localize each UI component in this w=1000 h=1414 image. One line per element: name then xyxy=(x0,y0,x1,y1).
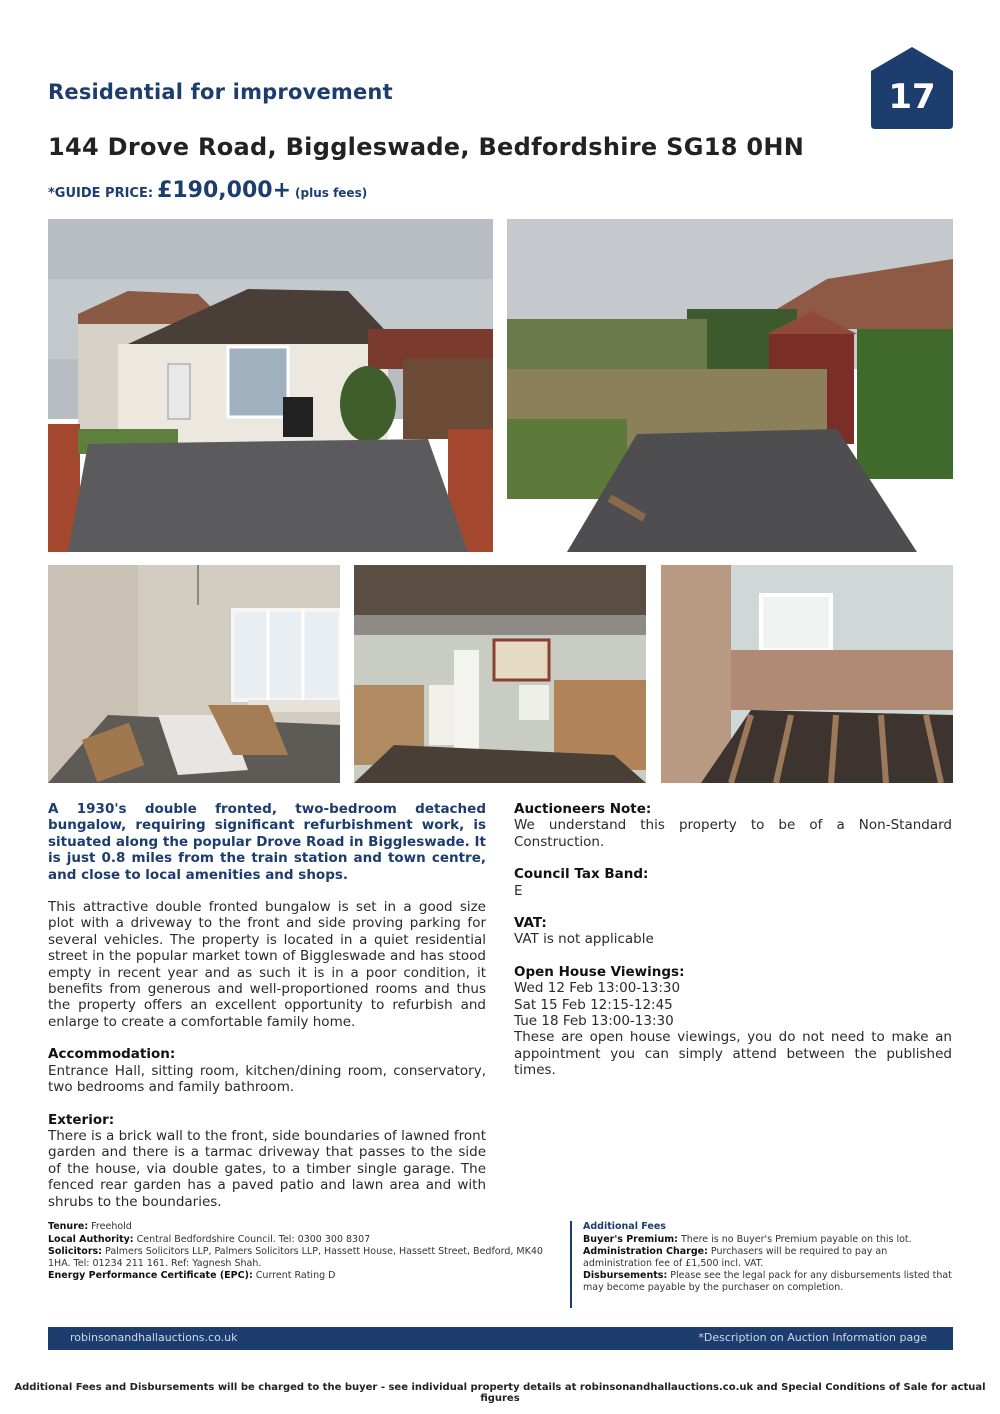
authority-row xyxy=(48,1234,558,1246)
solicitors-row xyxy=(48,1246,558,1269)
lot-number: 17 xyxy=(888,77,936,117)
auctioneers-note-text: We understand this property to be of a Non-Standard Construction. xyxy=(514,817,952,850)
tenure-row xyxy=(48,1221,558,1233)
solicitors-value: Palmers Solicitors LLP, Palmers Solicitors LLP, Hassett House, Hassett Street, Bedford, MK40 1HA. Tel: 01234 211 161. Ref: Yagnesh Shah. xyxy=(48,1246,543,1269)
guide-price-value: £190,000+ xyxy=(157,178,292,203)
accommodation-text: Entrance Hall, sitting room, kitchen/dining room, conservatory, two bedrooms and family bathroom. xyxy=(48,1062,486,1096)
auctioneers-note-section xyxy=(514,801,952,850)
admin-row xyxy=(583,1246,953,1269)
admin-value: Purchasers will be required to pay an administration fee of £1,500 incl. VAT. xyxy=(583,1246,888,1269)
exterior-text: There is a brick wall to the front, side boundaries of lawned front garden and there is a tarmac driveway that passes to the side of the house, via double gates, to a timber single garage. The fenced rear garden has a paved patio and lawn area and with shrubs to the boundaries. xyxy=(48,1127,486,1210)
viewings-section xyxy=(514,964,952,1079)
guide-price-label: *GUIDE PRICE: xyxy=(48,186,154,201)
viewings-heading: Open House Viewings: xyxy=(514,963,685,980)
additional-fees xyxy=(583,1221,953,1294)
solicitors-label: Solicitors: xyxy=(48,1246,102,1257)
lot-number-badge xyxy=(871,47,953,129)
tenure-label: Tenure: xyxy=(48,1221,89,1232)
vat-text: VAT is not applicable xyxy=(514,931,654,948)
authority-value: Central Bedfordshire Council. Tel: 0300 300 8307 xyxy=(136,1233,371,1245)
tenure-value: Freehold xyxy=(91,1221,132,1232)
footer-bar xyxy=(48,1327,953,1350)
disbursements-row xyxy=(583,1270,953,1293)
disbursements-value: Please see the legal pack for any disbursements listed that may become payable by the purchaser on completion. xyxy=(583,1270,952,1293)
property-category: Residential for improvement xyxy=(48,80,393,104)
fees-disclaimer: Additional Fees and Disbursements will be charged to the buyer - see individual property details at robinsonandhallauctions.co.uk and Special Conditions of Sale for actual figures xyxy=(14,1382,986,1404)
epc-row xyxy=(48,1270,558,1282)
description-column xyxy=(48,801,486,1226)
accommodation-heading: Accommodation: xyxy=(48,1046,176,1063)
footer-note: *Description on Auction Information page xyxy=(698,1331,927,1344)
exterior-heading: Exterior: xyxy=(48,1111,115,1128)
legal-details xyxy=(48,1221,558,1283)
council-tax-section xyxy=(514,866,952,899)
legal-divider xyxy=(570,1221,572,1308)
exterior-section xyxy=(48,1112,486,1210)
epc-label: Energy Performance Certificate (EPC): xyxy=(48,1270,253,1281)
premium-value: There is no Buyer's Premium payable on this lot. xyxy=(680,1233,912,1245)
auctioneers-note-heading: Auctioneers Note: xyxy=(514,801,652,817)
admin-label: Administration Charge: xyxy=(583,1246,708,1257)
accommodation-section xyxy=(48,1046,486,1095)
details-column xyxy=(514,801,952,1095)
photo-garden-garage xyxy=(507,219,953,552)
disbursements-label: Disbursements: xyxy=(583,1270,668,1281)
fees-title: Additional Fees xyxy=(583,1221,666,1232)
council-tax-band: E xyxy=(514,882,523,899)
photo-sitting-room xyxy=(48,565,340,783)
viewing-slot: Sat 15 Feb 12:15-12:45 xyxy=(514,996,673,1013)
council-tax-heading: Council Tax Band: xyxy=(514,866,649,883)
premium-label: Buyer's Premium: xyxy=(583,1233,678,1245)
photo-kitchen xyxy=(354,565,646,783)
viewing-slot: Tue 18 Feb 13:00-13:30 xyxy=(514,1013,674,1030)
website-link[interactable]: robinsonandhallauctions.co.uk xyxy=(70,1331,238,1344)
vat-heading: VAT: xyxy=(514,915,547,932)
property-address: 144 Drove Road, Biggleswade, Bedfordshire SG18 0HN xyxy=(48,133,805,161)
intro-summary: A 1930's double fronted, two-bedroom detached bungalow, requiring significant refurbishment work, is situated along the popular Drove Road in Biggleswade. It is just 0.8 miles from the train station and town centre, and close to local amenities and shops. xyxy=(48,801,486,883)
authority-label: Local Authority: xyxy=(48,1233,134,1245)
description-body: This attractive double fronted bungalow is set in a good size plot with a driveway to the front and side proving parking for several vehicles. The property is located in a quiet residential street in the popular market town of Biggleswade and has stood empty in recent year and as such it is in a poor condition, it benefits from generous and well-proportioned rooms and thus the property offers an excellent opportunity to refurbish and enlarge to create a comfortable family home. xyxy=(48,899,486,1030)
guide-price xyxy=(48,178,367,203)
vat-section xyxy=(514,915,952,948)
photo-bedroom xyxy=(661,565,953,783)
epc-value: Current Rating D xyxy=(255,1270,336,1281)
viewings-note: These are open house viewings, you do not need to make an appointment you can simply attend between the published times. xyxy=(514,1029,952,1079)
photo-bungalow-front xyxy=(48,219,493,552)
viewing-slot: Wed 12 Feb 13:00-13:30 xyxy=(514,980,681,997)
premium-row xyxy=(583,1234,953,1246)
guide-price-fees: (plus fees) xyxy=(295,186,368,200)
